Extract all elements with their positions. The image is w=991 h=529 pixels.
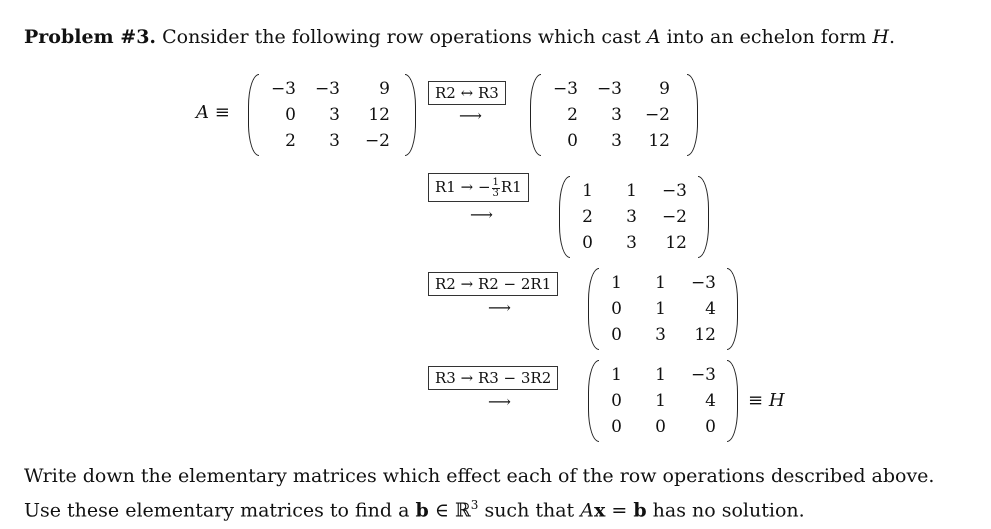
operation-box-row2 bbox=[428, 272, 558, 296]
cell: 3 bbox=[611, 131, 622, 151]
var-a: A bbox=[646, 26, 661, 48]
q-eq: = bbox=[611, 499, 628, 522]
vec-b2: b bbox=[633, 499, 647, 522]
cell: −3 bbox=[314, 79, 340, 99]
cell: −3 bbox=[552, 79, 578, 99]
cell: −2 bbox=[661, 207, 687, 227]
arrow-icon: ⟶ bbox=[488, 392, 511, 411]
op2-post: R1 bbox=[500, 178, 522, 196]
cell: 0 bbox=[611, 299, 622, 319]
question-s4: has no solution. bbox=[652, 499, 805, 522]
question-paragraph bbox=[24, 462, 974, 525]
arrow-icon: ⟶ bbox=[470, 205, 493, 224]
question-s2: ∈ ℝ bbox=[434, 499, 471, 522]
cell: 1 bbox=[582, 181, 593, 201]
cell: 1 bbox=[655, 273, 666, 293]
operation-box-swap bbox=[428, 81, 506, 105]
matrix-step3 bbox=[588, 268, 738, 350]
problem-mid: into an echelon form bbox=[666, 26, 867, 48]
cell: 0 bbox=[705, 417, 716, 437]
cell: 4 bbox=[705, 299, 716, 319]
result-equiv: ≡ bbox=[748, 390, 764, 411]
cell: 12 bbox=[665, 233, 687, 253]
cell: 12 bbox=[648, 131, 670, 151]
cell: 2 bbox=[582, 207, 593, 227]
matrix-step1 bbox=[530, 74, 698, 156]
problem-heading bbox=[24, 26, 895, 48]
cell: 3 bbox=[329, 105, 340, 125]
cell: −2 bbox=[644, 105, 670, 125]
cell: 0 bbox=[611, 325, 622, 345]
cell: 0 bbox=[582, 233, 593, 253]
cell: 9 bbox=[379, 79, 390, 99]
cell: 0 bbox=[285, 105, 296, 125]
cell: 1 bbox=[611, 273, 622, 293]
problem-end: . bbox=[889, 26, 896, 48]
matrix-echelon-h bbox=[588, 360, 738, 442]
question-exp: 3 bbox=[470, 498, 479, 512]
lhs-equiv: ≡ bbox=[214, 102, 230, 123]
question-s3: such that bbox=[484, 499, 575, 522]
lhs-var: A bbox=[196, 102, 209, 123]
cell: 3 bbox=[626, 233, 637, 253]
vec-b: b bbox=[415, 499, 429, 522]
cell: 0 bbox=[611, 391, 622, 411]
cell: 4 bbox=[705, 391, 716, 411]
cell: 2 bbox=[567, 105, 578, 125]
arrow-icon: ⟶ bbox=[488, 298, 511, 317]
var-h: H bbox=[872, 26, 889, 48]
cell: 0 bbox=[567, 131, 578, 151]
matrix-a bbox=[248, 74, 416, 156]
cell: −2 bbox=[364, 131, 390, 151]
operation-box-scale bbox=[428, 173, 529, 202]
matrix-step2 bbox=[559, 176, 709, 258]
cell: −3 bbox=[690, 273, 716, 293]
cell: 1 bbox=[611, 365, 622, 385]
cell: 0 bbox=[655, 417, 666, 437]
result-label bbox=[748, 390, 785, 411]
operation-box-row3 bbox=[428, 366, 558, 390]
cell: 12 bbox=[368, 105, 390, 125]
cell: −3 bbox=[270, 79, 296, 99]
cell: 9 bbox=[659, 79, 670, 99]
cell: −3 bbox=[596, 79, 622, 99]
op4-text: R3 → R3 − 3R2 bbox=[435, 369, 552, 387]
cell: 0 bbox=[611, 417, 622, 437]
cell: 1 bbox=[626, 181, 637, 201]
lhs-label bbox=[196, 102, 230, 123]
op1-text: R2 ↔ R3 bbox=[435, 84, 499, 102]
cell: 1 bbox=[655, 365, 666, 385]
fraction: $\frac{1}{3}$ bbox=[492, 176, 499, 199]
result-var: H bbox=[768, 390, 785, 411]
cell: 3 bbox=[329, 131, 340, 151]
q-A: A bbox=[580, 499, 594, 522]
arrow-icon: ⟶ bbox=[459, 106, 482, 125]
vec-x: x bbox=[593, 499, 606, 522]
cell: 3 bbox=[611, 105, 622, 125]
cell: 2 bbox=[285, 131, 296, 151]
cell: 1 bbox=[655, 391, 666, 411]
cell: 3 bbox=[655, 325, 666, 345]
problem-label: Problem #3. bbox=[24, 26, 157, 48]
op2-pre: R1 → − bbox=[435, 178, 491, 196]
cell: −3 bbox=[690, 365, 716, 385]
op3-text: R2 → R2 − 2R1 bbox=[435, 275, 552, 293]
question-s1: Write down the elementary matrices which effect each of the row operations described above. Use these elementary matrices to find a bbox=[24, 465, 935, 522]
cell: 1 bbox=[655, 299, 666, 319]
cell: 12 bbox=[694, 325, 716, 345]
problem-intro: Consider the following row operations which cast bbox=[162, 26, 641, 48]
cell: 3 bbox=[626, 207, 637, 227]
cell: −3 bbox=[661, 181, 687, 201]
